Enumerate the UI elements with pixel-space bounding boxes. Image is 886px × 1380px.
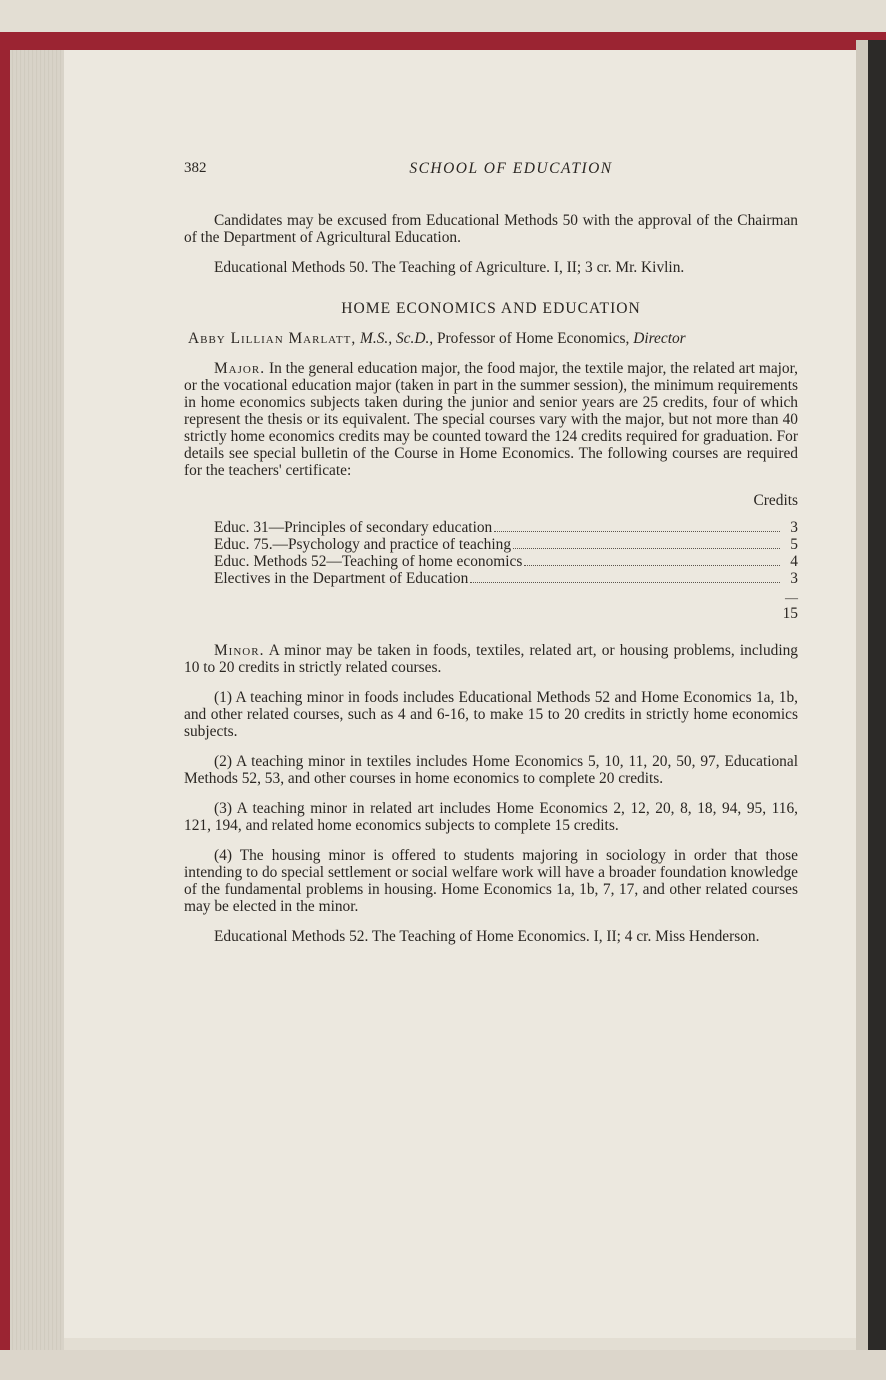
section-title: HOME ECONOMICS AND EDUCATION (341, 300, 641, 317)
course-name: Electives in the Department of Education (214, 570, 469, 587)
course-name: Educ. Methods 52—Teaching of home economics (214, 553, 523, 570)
scan-bottom-edge (0, 1350, 886, 1380)
running-head: SCHOOL OF EDUCATION (409, 160, 613, 177)
credits-row (214, 536, 798, 553)
course-credits: 3 (790, 570, 798, 587)
credits-table (184, 519, 798, 587)
scan-edge (868, 40, 886, 1380)
faculty-title: Professor of Home Economics, (437, 330, 630, 347)
course-credits: 3 (790, 519, 798, 536)
book-binding-left (0, 32, 10, 1352)
course-name: Educ. 75.—Psychology and practice of teaching (214, 536, 512, 553)
faculty-role: Director (633, 330, 686, 347)
credits-total: 15 (782, 605, 798, 622)
minor-paragraph (184, 642, 798, 676)
credits-row (214, 553, 798, 570)
faculty-degrees: M.S., Sc.D., (360, 330, 434, 347)
minor-item: (4) The housing minor is offered to students majoring in sociology in order that those intending to do special settlement or social welfare work will have a broader foundation knowledge of the fundamental problems in housing. Home Economics 1a, 1b, 7, 17, and other related courses may be elected in the minor. (184, 847, 798, 915)
course-educational-methods-52: Educational Methods 52. The Teaching of Home Economics. I, II; 4 cr. Miss Henderson. (214, 928, 760, 945)
total-rule: — (785, 590, 798, 605)
credits-row (214, 570, 798, 587)
credits-header: Credits (753, 492, 798, 509)
faculty-name: Abby Lillian Marlatt, (188, 330, 357, 347)
minor-item: (3) A teaching minor in related art includes Home Economics 2, 12, 20, 8, 18, 94, 95, 116, 121, 194, and related home economics subjects to complete 15 credits. (184, 800, 798, 834)
page-gutter-shadow (856, 40, 868, 1350)
minor-lead: Minor. (214, 642, 265, 659)
credits-row (214, 519, 798, 536)
intro-paragraph: Candidates may be excused from Educational Methods 50 with the approval of the Chairman of the Department of Agricultural Education. (184, 212, 798, 246)
course-name: Educ. 31—Principles of secondary education (214, 519, 493, 536)
book-binding-top (0, 32, 886, 50)
course-credits: 5 (790, 536, 798, 553)
major-paragraph (184, 360, 798, 479)
major-text: In the general education major, the food major, the textile major, the related art major, or the vocational education major (taken in part in the summer session), the minimum requirements in home economics subjects taken during the junior and senior years are 25 credits, four of which represent the thesis or its equivalent. The special courses vary with the major, but not more than 40 strictly home economics credits may be counted toward the 124 credits required for graduation. For details see special bulletin of the Course in Home Economics. The following courses are required for the teachers' certificate: (184, 360, 798, 479)
page-content (184, 160, 798, 958)
faculty-line (184, 330, 798, 347)
dot-leader (513, 548, 780, 549)
dot-leader (470, 582, 780, 583)
course-educational-methods-50: Educational Methods 50. The Teaching of Agriculture. I, II; 3 cr. Mr. Kivlin. (214, 259, 685, 276)
major-lead: Major. (214, 360, 266, 377)
page-number: 382 (184, 160, 207, 176)
minor-item: (1) A teaching minor in foods includes Educational Methods 52 and Home Economics 1a, 1b, and other related courses, such as 4 and 6-16, to make 15 to 20 credits in strictly home economics subjects. (184, 689, 798, 740)
dot-leader (494, 531, 780, 532)
page-header (184, 160, 798, 182)
minor-item: (2) A teaching minor in textiles includes Home Economics 5, 10, 11, 20, 50, 97, Educational Methods 52, 53, and other courses in home economics to complete 20 credits. (184, 753, 798, 787)
dot-leader (524, 565, 780, 566)
course-credits: 4 (790, 553, 798, 570)
minor-text: A minor may be taken in foods, textiles, related art, or housing problems, including 10 to 20 credits in strictly related courses. (184, 642, 798, 676)
page-edges (10, 50, 64, 1350)
